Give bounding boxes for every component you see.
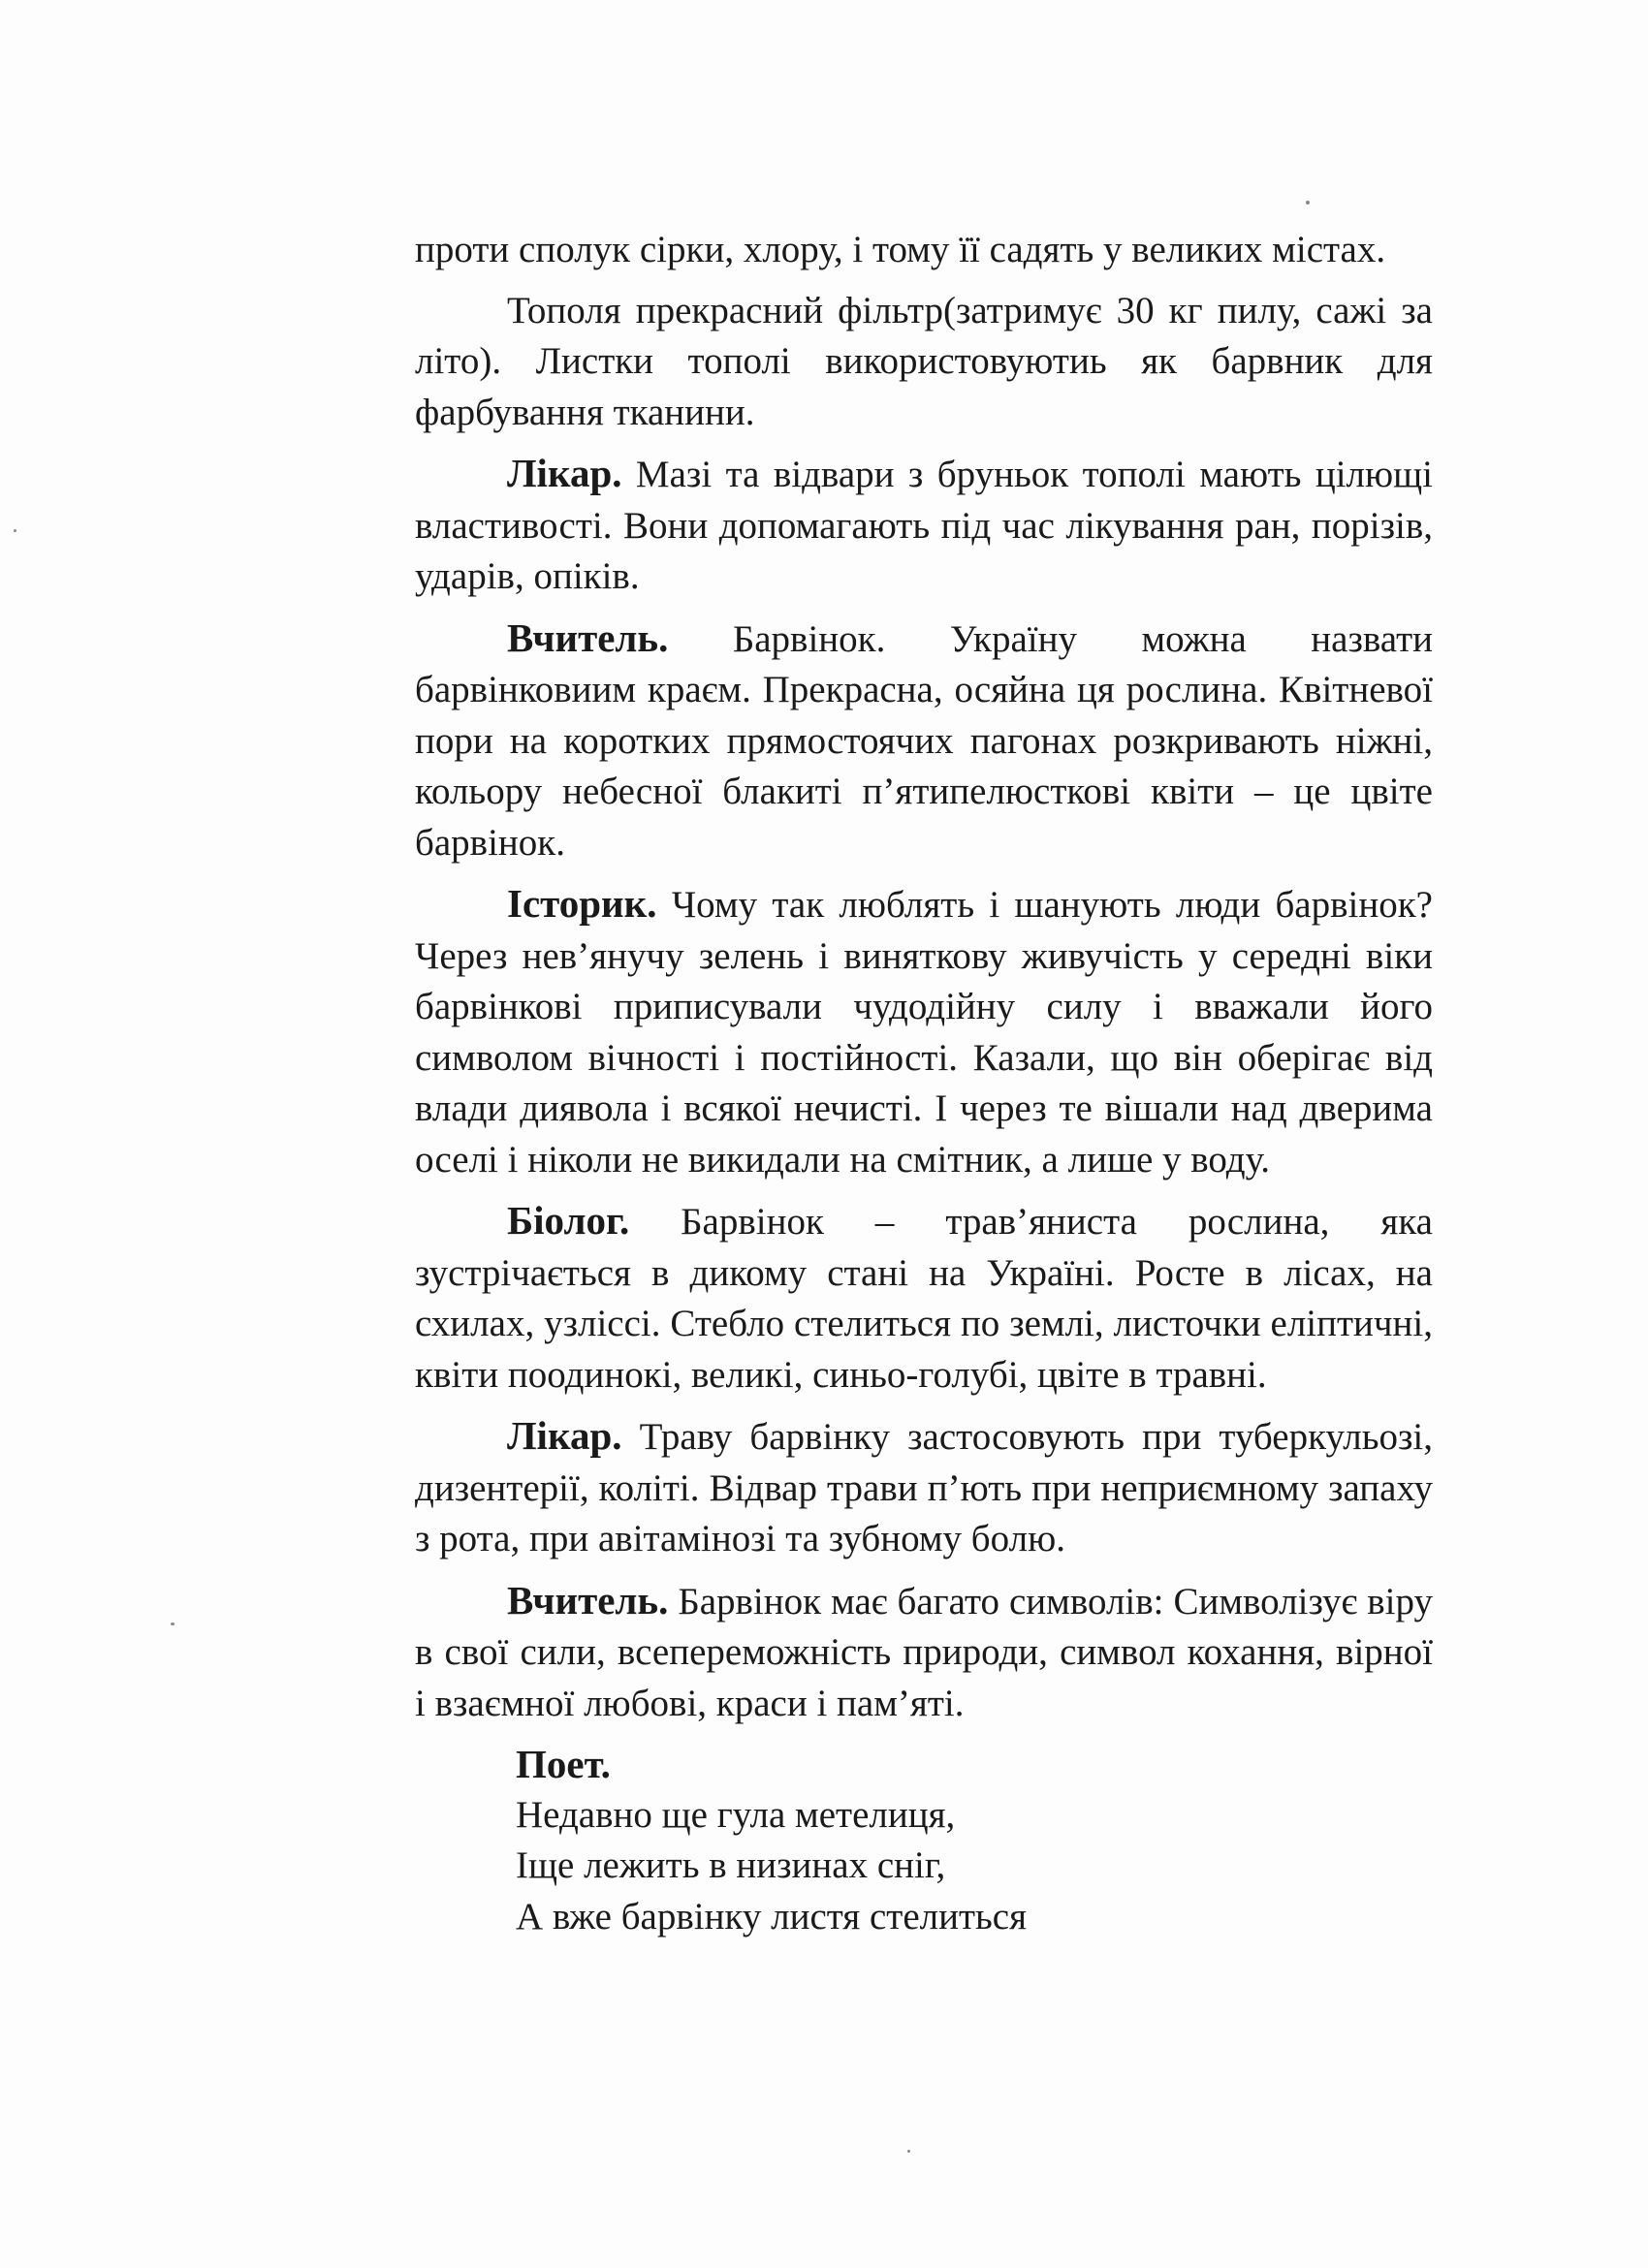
paragraph bbox=[415, 1410, 1433, 1565]
paragraph bbox=[415, 448, 1433, 603]
scan-speck bbox=[171, 1622, 174, 1625]
poem-line: Іще лежить в низинах сніг, bbox=[516, 1844, 946, 1886]
paragraph-text: проти сполук сірки, хлору, і тому її садять у великих містах. bbox=[415, 229, 1386, 270]
scan-speck bbox=[1306, 201, 1310, 205]
paragraph bbox=[415, 286, 1433, 439]
paragraph-text: Барвінок. Україну можна назвати барвінковиим краєм. Прекрасна, осяйна ця рослина. Квітневої пори на коротких прямостоячих пагонах розкривають ніжні, кольору небесної блакиті п’ятипелюсткові квіти – це цвіте барвінок. bbox=[415, 617, 1433, 864]
paragraph-text: Тополя прекрасний фільтр(затримує 30 кг пилу, сажі за літо). Листки тополі використовуютиь як барвник для фарбування тканини. bbox=[415, 289, 1433, 433]
paragraph bbox=[415, 613, 1433, 869]
poem-speaker-label: Поет. bbox=[516, 1742, 611, 1786]
speaker-label: Вчитель. bbox=[507, 1577, 669, 1622]
poem-line: Недавно ще гула метелиця, bbox=[516, 1793, 956, 1836]
paragraph bbox=[415, 878, 1433, 1185]
scan-speck bbox=[907, 2150, 910, 2153]
paragraph-text: Траву барвінку застосовують при туберкульозі, дизентерії, коліті. Відвар трави п’ють при неприємному запаху з рота, при авітамінозі та зубному болю. bbox=[415, 1416, 1433, 1559]
poem-line: А вже барвінку листя стелиться bbox=[516, 1895, 1028, 1937]
speaker-label: Лікар. bbox=[507, 451, 622, 495]
paragraph-text: Барвінок має багато символів: Символізує віру в свої сили, всепереможність природи, символ кохання, вірної і взаємної любові, краси і пам’яті. bbox=[415, 1580, 1433, 1724]
speaker-label: Лікар. bbox=[507, 1413, 622, 1458]
paragraph bbox=[415, 225, 1433, 276]
paragraph bbox=[415, 1575, 1433, 1730]
paragraph-text: Чому так люблять і шанують люди барвінок? Через нев’янучу зелень і виняткову живучість у середні віки барвінкові приписували чудодійну силу і вважали його символом вічності і постійності. Казали, що він оберігає від влади диявола і всякої нечисті. І через те вішали над дверима оселі і ніколи не викидали на смітник, а лише у воду. bbox=[415, 884, 1433, 1181]
paragraph-text: Мазі та відвари з бруньок тополі мають цілющі властивості. Вони допомагають під час лікування ран, порізів, ударів, опіків. bbox=[415, 454, 1433, 597]
paragraph bbox=[415, 1195, 1433, 1401]
paragraph-text: Барвінок – трав’яниста рослина, яка зустрічається в дикому стані на Україні. Росте в лісах, на схилах, узліссі. Стебло стелиться по землі, листочки еліптичні, квіти поодинокі, великі, синьо-голубі, цвіте в травні. bbox=[415, 1201, 1433, 1396]
document-body bbox=[415, 225, 1433, 1942]
speaker-label: Вчитель. bbox=[507, 614, 669, 660]
speaker-label: Історик. bbox=[507, 881, 657, 926]
scan-speck bbox=[14, 529, 16, 532]
speaker-label: Біолог. bbox=[507, 1198, 630, 1243]
